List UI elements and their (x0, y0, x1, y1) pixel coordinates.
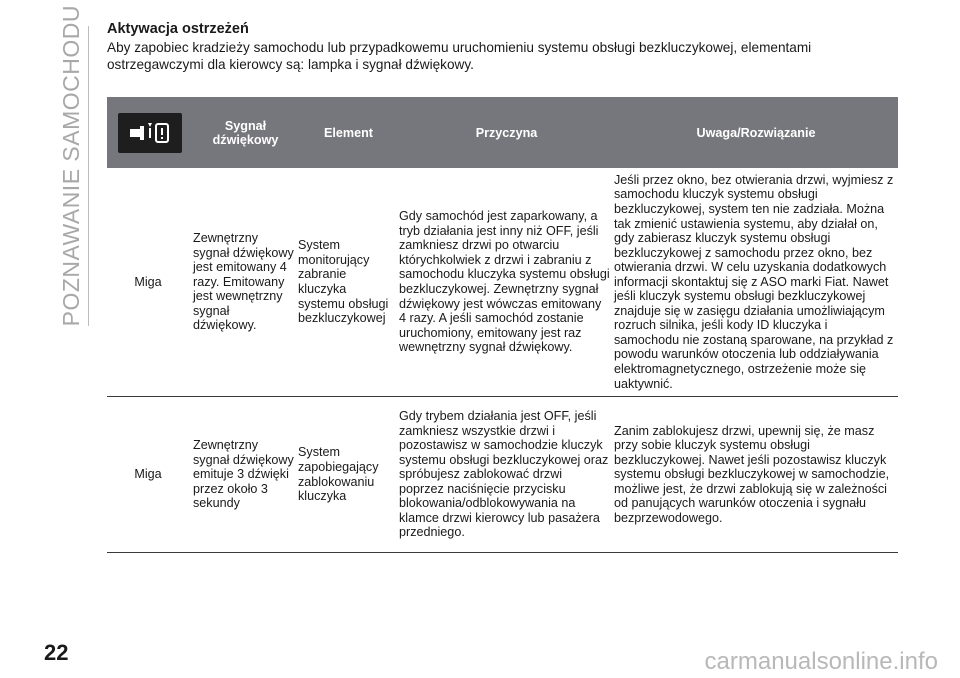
remedy-cell (614, 397, 898, 552)
signal-cell (193, 168, 298, 396)
site-watermark: carmanualsonline.info (704, 648, 938, 675)
section-intro: Aby zapobiec kradzieży samochodu lub przypadkowemu uruchomieniu systemu obsługi bezkluczykowej, elementami ostrzegawczymi dla kierowcy są: lampka i sygnał dźwiękowy. (107, 40, 812, 72)
chapter-divider (88, 26, 89, 326)
element-cell (298, 397, 399, 552)
lamp-value: Miga (134, 274, 162, 289)
table-row (107, 397, 898, 553)
lamp-cell (107, 168, 193, 396)
signal-value: Zewnętrzny sygnał dźwiękowy jest emitowany 4 razy. Emitowany jest wewnętrzny sygnał dźwiękowy. (193, 231, 294, 333)
element-value: System zapobiegający zablokowaniu kluczyka (298, 445, 379, 504)
key-fob-warning-icon (118, 113, 182, 153)
header-element: Element (324, 125, 373, 140)
signal-value: Zewnętrzny sygnał dźwiękowy emituje 3 dźwięki przez około 3 sekundy (193, 438, 294, 511)
element-cell (298, 168, 399, 396)
warnings-table (107, 97, 898, 553)
signal-cell (193, 397, 298, 552)
header-cause: Przyczyna (475, 125, 538, 140)
cause-cell (399, 397, 614, 552)
lamp-cell (107, 397, 193, 552)
remedy-value: Jeśli przez okno, bez otwierania drzwi, wyjmiesz z samochodu kluczyk systemu obsługi bezkluczykowej, system ten nie zadziała. Można tak zmienić ustawienia systemu, aby działał on, gdy zabierasz kluczyk systemu obsługi bezkluczykowej z samochodu przez okno, bez otwierania drzwi. W celu uzyskania dodatkowych informacji skontaktuj się z ASO marki Fiat. Nawet jeśli kluczyk systemu obsługi bezkluczykowej znajduje się w zasięgu działania umożliwiającym rozruch silnika, jeśli kody ID kluczyka i samochodu nie zostaną sparowane, na przykład z powodu warunków otoczenia lub oddziaływania elektromagnetycznego, ostrzeżenie może się uaktywnić. (614, 172, 894, 391)
lamp-value: Miga (134, 467, 162, 482)
section-heading: Aktywacja ostrzeżeń (107, 21, 249, 37)
element-value: System monitorujący zabranie kluczyka systemu obsługi bezkluczykowej (298, 238, 389, 326)
remedy-value: Zanim zablokujesz drzwi, upewnij się, że masz przy sobie kluczyk systemu obsługi bezkluczykowej. Nawet jeśli pozostawisz kluczyk systemu obsługi bezkluczykowej w samochodzie, możliwe jest, że drzwi zablokują się w zależności od panujących warunków otoczenia i sygnału bezprzewodowego. (614, 423, 890, 525)
table-header (107, 97, 898, 168)
cause-cell (399, 168, 614, 396)
chapter-title-text: POZNAWANIE SAMOCHODU (57, 4, 84, 326)
cause-value: Gdy trybem działania jest OFF, jeśli zamkniesz wszystkie drzwi i pozostawisz w samochodzie kluczyk systemu obsługi bezkluczykowej oraz spróbujesz zablokować drzwi poprzez naciśnięcie przycisku blokowania/odblokowywania na klamce drzwi kierowcy lub pasażera przedniego. (399, 409, 609, 540)
header-signal: Sygnał dźwiękowy (212, 118, 279, 147)
table-row (107, 168, 898, 397)
chapter-side-title (52, 4, 90, 326)
header-remedy: Uwaga/Rozwiązanie (696, 125, 816, 140)
cause-value: Gdy samochód jest zaparkowany, a tryb działania jest inny niż OFF, jeśli zamkniesz drzwi po otwarciu którychkolwiek z drzwi i zabraniu z samochodu kluczyka systemu obsługi bezkluczykowej. Zewnętrzny sygnał dźwiękowy jest wówczas emitowany 4 razy. A jeśli samochód zostanie uruchomiony, emitowany jest raz wewnętrzny sygnał dźwiękowy. (399, 209, 610, 355)
remedy-cell (614, 168, 898, 396)
page-number: 22 (44, 640, 69, 665)
header-icon-cell (107, 113, 193, 153)
